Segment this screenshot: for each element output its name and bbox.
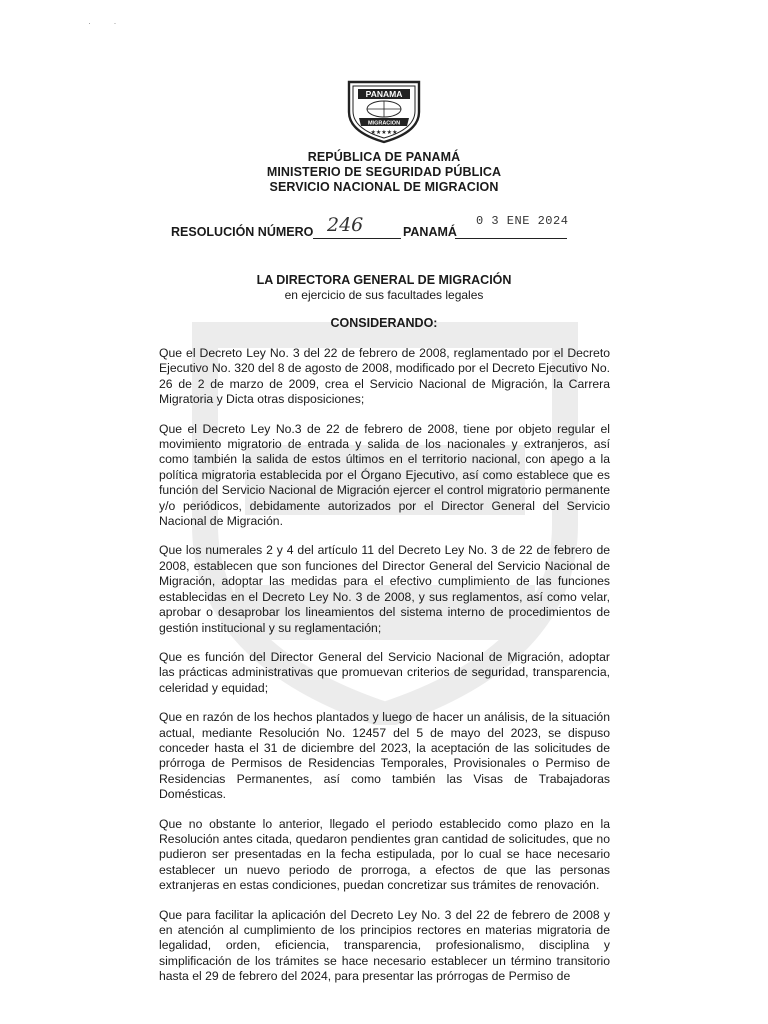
scan-specks: · ·: [88, 18, 117, 28]
header-republic: REPÚBLICA DE PANAMÁ: [307, 150, 461, 164]
authority-block: [0, 273, 768, 302]
authority-subtitle: en ejercicio de sus facultades legales: [284, 288, 484, 302]
resolution-label: RESOLUCIÓN NÚMERO: [171, 225, 314, 239]
date-stamp: 0 3 ENE 2024: [476, 214, 569, 228]
document-body: [159, 346, 610, 999]
document-header: [0, 150, 768, 195]
resolution-number-handwritten: 246: [327, 214, 364, 236]
place-label: PANAMÁ: [403, 225, 457, 239]
migracion-shield-logo-icon: [345, 78, 423, 144]
authority-title: LA DIRECTORA GENERAL DE MIGRACIÓN: [256, 273, 512, 287]
logo-top-text: PANAMA: [365, 89, 403, 100]
resolution-number-underline: [313, 238, 401, 239]
header-service: SERVICIO NACIONAL DE MIGRACION: [269, 180, 499, 194]
header-ministry: MINISTERIO DE SEGURIDAD PÚBLICA: [266, 165, 502, 179]
paragraph: Que es función del Director General del Servicio Nacional de Migración, adoptar las prácticas administrativas que promuevan criterios de seguridad, transparencia, celeridad y equidad;: [159, 649, 610, 695]
paragraph: Que para facilitar la aplicación del Decreto Ley No. 3 del 22 de febrero de 2008 y en atención al cumplimiento de los principios rectores en materias migratoria de legalidad, orden, eficiencia, transparencia, profesionalismo, disciplina y simplificación de los trámites se hace necesario establecer un término transitorio hasta el 29 de febrero del 2024, para presentar las prórrogas de Permiso de: [159, 907, 610, 984]
resolution-line: [171, 214, 591, 240]
logo-ribbon-text: MIGRACION: [367, 120, 401, 127]
paragraph: Que los numerales 2 y 4 del artículo 11 del Decreto Ley No. 3 de 22 de febrero de 2008, establecen que son funciones del Director General del Servicio Nacional de Migración, adoptar las medidas para el efectivo cumplimiento de las funciones establecidas en el Decreto Ley No. 3 de 2008, y sus reglamentos, así como velar, aprobar o desaprobar los lineamientos del sistema interno de procedimientos de gestión institucional y su reglamentación;: [159, 543, 610, 635]
svg-text:★★★★★: ★★★★★: [370, 129, 398, 136]
paragraph: Que el Decreto Ley No.3 de 22 de febrero de 2008, tiene por objeto regular el movimiento migratorio de entrada y salida de los nacionales y extranjeros, así como también la salida de estos últimos en el territorio nacional, con apego a la política migratoria establecida por el Órgano Ejecutivo, así como establece que es función del Servicio Nacional de Migración ejercer el control migratorio permanente y/o periódicos, debidamente autorizados por el Director General del Servicio Nacional de Migración.: [159, 421, 610, 529]
paragraph: Que en razón de los hechos plantados y luego de hacer un análisis, de la situación actual, mediante Resolución No. 12457 del 5 de mayo del 2023, se dispuso conceder hasta el 31 de diciembre del 2023, la aceptación de las solicitudes de prórroga de Permisos de Residencias Temporales, Provisionales o Permiso de Residencias Permanentes, así como también las Visas de Trabajadoras Domésticas.: [159, 710, 610, 802]
section-title: CONSIDERANDO:: [330, 316, 438, 330]
paragraph: Que no obstante lo anterior, llegado el periodo establecido como plazo en la Resolución antes citada, quedaron pendientes gran cantidad de solicitudes, que no pudieron ser presentadas en la fecha estipulada, por lo cual se hace necesario establecer un nuevo periodo de prorroga, a efectos de que las personas extranjeras en estas condiciones, puedan concretizar sus trámites de renovación.: [159, 816, 610, 893]
paragraph: Que el Decreto Ley No. 3 del 22 de febrero de 2008, reglamentado por el Decreto Ejecutivo No. 320 del 8 de agosto de 2008, modificado por el Decreto Ejecutivo No. 26 de 2 de marzo de 2009, crea el Servicio Nacional de Migración, la Carrera Migratoria y Dicta otras disposiciones;: [159, 346, 610, 407]
date-underline: [455, 238, 567, 239]
